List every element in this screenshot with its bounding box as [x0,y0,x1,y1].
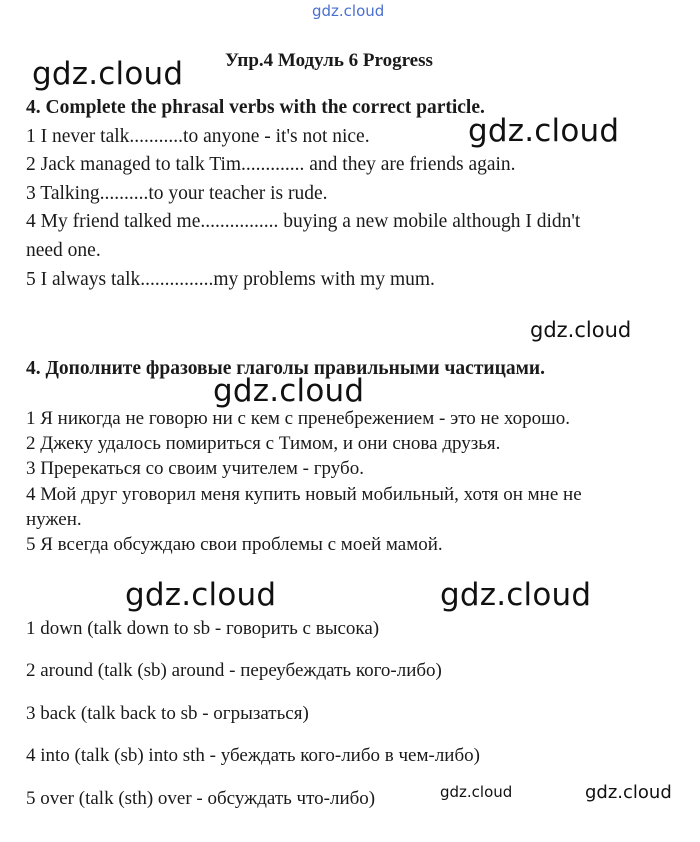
english-line: need one. [26,240,101,261]
answer-line: 1 down (talk down to sb - говорить с высока) [26,618,380,639]
watermark: gdz.cloud [440,577,592,613]
russian-line: 3 Пререкаться со своим учителем - грубо. [26,458,364,479]
watermark-top: gdz.cloud [312,2,385,20]
watermark: gdz.cloud [125,577,277,613]
watermark: gdz.cloud [440,783,513,801]
watermark: gdz.cloud [530,318,632,342]
english-line: 3 Talking..........to your teacher is rude. [26,183,328,204]
russian-line: 2 Джеку удалось помириться с Тимом, и они снова друзья. [26,433,501,454]
russian-line: 1 Я никогда не говорю ни с кем с пренебрежением - это не хорошо. [26,408,571,429]
russian-line: 4 Мой друг уговорил меня купить новый мобильный, хотя он мне не [26,484,582,505]
answer-line: 2 around (talk (sb) around - переубеждать кого-либо) [26,660,442,681]
russian-line: 5 Я всегда обсуждаю свои проблемы с моей мамой. [26,534,443,555]
english-heading: 4. Complete the phrasal verbs with the correct particle. [26,97,485,118]
russian-heading: 4. Дополните фразовые глаголы правильными частицами. [26,358,546,379]
english-line: 5 I always talk...............my problems with my mum. [26,269,435,290]
english-line: 1 I never talk...........to anyone - it's not nice. [26,126,370,147]
watermark: gdz.cloud [585,782,672,803]
russian-line: нужен. [26,509,82,530]
english-line: 2 Jack managed to talk Tim............. and they are friends again. [26,154,516,175]
watermark: gdz.cloud [213,373,365,409]
page-title: Упр.4 Модуль 6 Progress [225,50,433,71]
watermark: gdz.cloud [468,113,620,149]
answer-line: 3 back (talk back to sb - огрызаться) [26,703,309,724]
answer-line: 4 into (talk (sb) into sth - убеждать кого-либо в чем-либо) [26,745,480,766]
watermark: gdz.cloud [32,56,184,92]
english-line: 4 My friend talked me................ buying a new mobile although I didn't [26,211,581,232]
answer-line: 5 over (talk (sth) over - обсуждать что-либо) [26,788,376,809]
